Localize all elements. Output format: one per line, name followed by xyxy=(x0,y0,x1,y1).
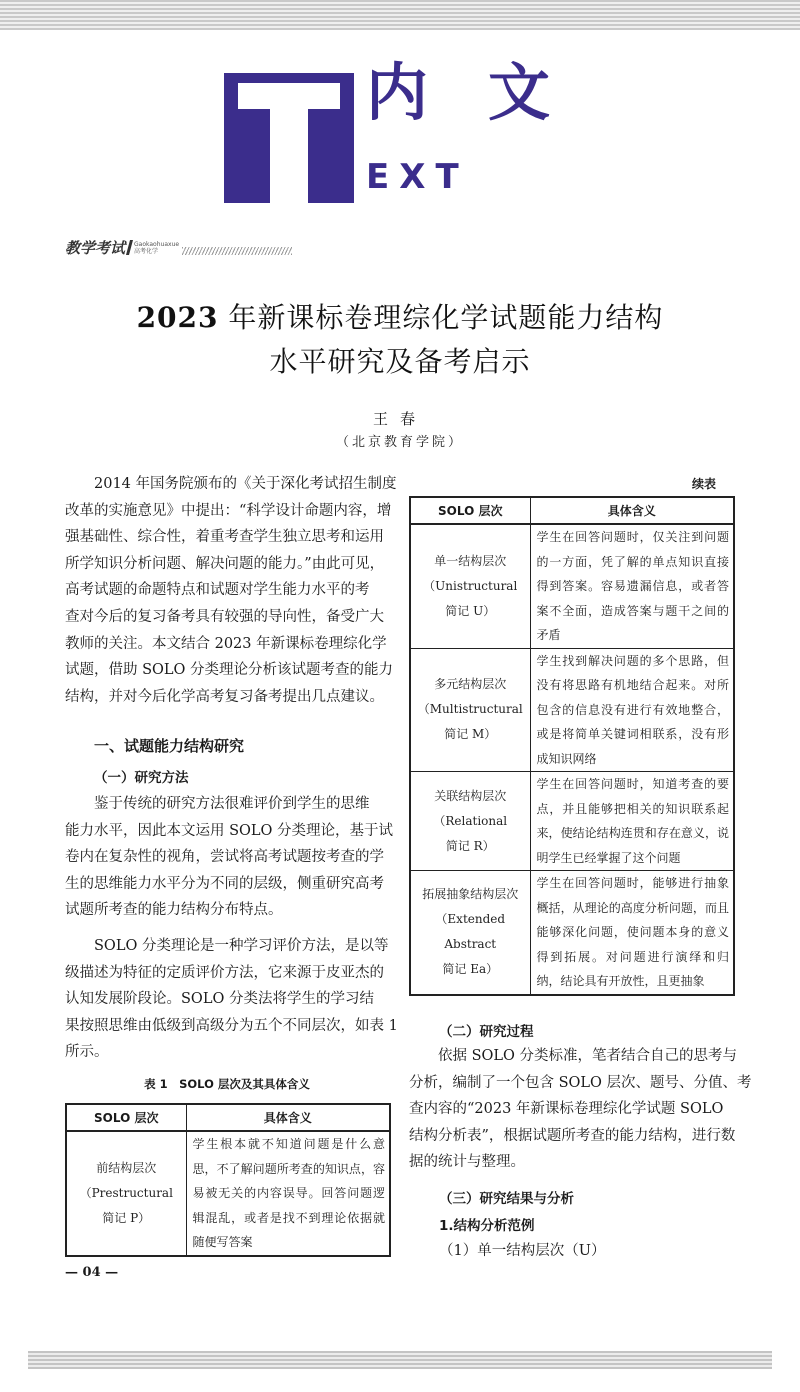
solo-line: 认知发展阶段论。SOLO 分类法将学生的学习结 xyxy=(65,991,374,1008)
level-english: （Relational xyxy=(433,813,508,828)
process-line: 结构分析表”，根据试题所考查的能力结构，进行数 xyxy=(409,1127,736,1144)
level-abbrev: 简记 P） xyxy=(102,1210,151,1225)
level-abbrev: 简记 R） xyxy=(445,838,495,853)
page-number: — 04 — xyxy=(65,1265,119,1280)
meaning-line: 随便写答案 xyxy=(192,1235,253,1249)
meaning-line: 学生在回答问题时，能够进行抽象 xyxy=(536,876,729,890)
logo-t-letter-stem xyxy=(270,83,308,203)
column-label-main: 教学考试 xyxy=(65,239,126,257)
level-name: 拓展抽象结构层次 xyxy=(422,887,519,902)
table-header-level: SOLO 层次 xyxy=(66,1104,186,1131)
meaning-cell xyxy=(530,871,734,995)
meaning-line: 得到答案。容易遗漏信息，或者答 xyxy=(536,579,729,593)
meaning-line: 纳，结论具有开放性，且更抽象 xyxy=(536,974,705,988)
level-cell xyxy=(410,871,530,995)
level-english: （Extended Abstract xyxy=(435,912,506,952)
solo-line: 所示。 xyxy=(65,1044,109,1061)
meaning-cell xyxy=(530,524,734,648)
bottom-decorative-bar xyxy=(28,1351,772,1369)
meaning-line: 思，不了解问题所考查的知识点，容 xyxy=(192,1161,385,1176)
meaning-line: 来，使结论结构连贯和存在意义，说 xyxy=(536,826,729,840)
table-header-meaning: 具体含义 xyxy=(530,497,734,524)
process-line: 据的统计与整理。 xyxy=(409,1154,525,1171)
column-label-sub-en: Gaokaohuaxue xyxy=(134,240,180,248)
subsection-heading-results: （三）研究结果与分析 xyxy=(439,1191,574,1207)
solo-paragraph xyxy=(65,933,398,1066)
table-header-level: SOLO 层次 xyxy=(410,497,530,524)
table-row xyxy=(410,772,734,871)
meaning-line: 易被无关的内容误导。回答问题逻 xyxy=(192,1186,385,1200)
level-name: 单一结构层次 xyxy=(434,553,507,568)
meaning-line: 案不全面，造成答案与题干之间的 xyxy=(536,603,729,618)
method-line: 鉴于传统的研究方法很难评价到学生的思维 xyxy=(94,796,370,812)
process-paragraph xyxy=(409,1043,752,1176)
method-line: 卷内在复杂性的视角，尝试将高考试题按考查的学 xyxy=(65,849,384,866)
table-continued-label: 续表 xyxy=(692,477,717,491)
process-line: 分析，编制了一个包含 SOLO 层次、题号、分值、考 xyxy=(409,1074,752,1091)
solo-table-part1 xyxy=(65,1103,391,1257)
level-english: （Prestructural xyxy=(79,1185,173,1200)
author-name: 王春 xyxy=(372,410,427,428)
meaning-line: 学生找到解决问题的多个思路，但 xyxy=(536,653,729,668)
top-decorative-bar xyxy=(0,0,800,30)
level-name: 多元结构层次 xyxy=(434,677,507,692)
solo-line: SOLO 分类理论是一种学习评价方法，是以等 xyxy=(94,938,389,954)
intro-line: 高考试题的命题特点和试题对学生能力水平的考 xyxy=(65,582,370,599)
intro-line: 改革的实施意见》中提出：“科学设计命题内容，增 xyxy=(65,502,392,519)
meaning-line: 没有将思路有机地结合起来。对所 xyxy=(536,678,729,692)
table-row xyxy=(410,871,734,995)
solo-table-part2 xyxy=(409,496,735,996)
level-abbrev: 简记 Ea） xyxy=(442,962,499,977)
column-label-sub xyxy=(134,241,179,255)
intro-line: 查对今后的复习备考具有较强的导向性，备受广大 xyxy=(65,608,384,625)
meaning-line: 或是将简单关键词相联系，没有形 xyxy=(536,727,729,741)
intro-line: 试题，借助 SOLO 分类理论分析该试题考查的能力 xyxy=(65,662,394,679)
intro-line: 2014 年国务院颁布的《关于深化考试招生制度 xyxy=(94,476,397,492)
meaning-cell xyxy=(186,1131,390,1256)
process-line: 查内容的“2023 年新课标卷理综化学试题 SOLO xyxy=(409,1101,724,1118)
section-heading-1: 一、试题能力结构研究 xyxy=(94,737,245,755)
level-cell xyxy=(410,648,530,772)
meaning-line: 明学生已经掌握了这个问题 xyxy=(536,850,681,865)
article-title-line2: 水平研究及备考启示 xyxy=(269,345,531,378)
meaning-line: 包含的信息没有进行有效地整合， xyxy=(536,702,729,717)
meaning-line: 矛盾 xyxy=(536,628,561,642)
logo-char-wen: 文 xyxy=(488,56,551,129)
table-header-meaning: 具体含义 xyxy=(186,1104,390,1131)
logo-char-nei: 内 xyxy=(366,56,429,129)
logo-text-ext: EXT xyxy=(366,157,469,197)
level-cell xyxy=(410,524,530,648)
table-row xyxy=(410,648,734,772)
intro-line: 强基础性、综合性，着重考查学生独立思考和运用 xyxy=(65,529,384,546)
meaning-line: 点，并且能够把相关的知识联系起 xyxy=(536,801,729,816)
intro-line: 所学知识分析问题、解决问题的能力。”由此可见， xyxy=(65,555,385,572)
meaning-line: 辑混乱，或者是找不到理论依据就 xyxy=(192,1210,385,1225)
meaning-cell xyxy=(530,648,734,772)
meaning-line: 成知识网络 xyxy=(536,751,597,766)
author-affiliation: （北京教育学院） xyxy=(335,435,464,450)
solo-line: 果按照思维由低级到高级分为五个不同层次，如表 1 xyxy=(65,1017,398,1034)
level-cell xyxy=(410,772,530,871)
level-english: （Unistructural xyxy=(423,578,518,593)
meaning-line: 学生在回答问题时，知道考查的要 xyxy=(536,777,729,791)
level-cell xyxy=(66,1131,186,1256)
table-caption: 表 1 SOLO 层次及其具体含义 xyxy=(144,1077,310,1091)
unistructural-heading xyxy=(439,1238,739,1265)
method-line: 能力水平，因此本文运用 SOLO 分类理论，基于试 xyxy=(65,822,394,839)
level-abbrev: 简记 M） xyxy=(444,727,497,742)
solo-line: 级描述为特征的定质评价方法，它来源于皮亚杰的 xyxy=(65,964,384,981)
column-label-divider xyxy=(126,240,133,255)
table-row xyxy=(410,524,734,648)
meaning-line: 学生在回答问题时，仅关注到问题 xyxy=(536,530,729,544)
subsection-heading-method: （一）研究方法 xyxy=(94,770,189,786)
meaning-line: 的一方面，凭了解的单点知识直接 xyxy=(536,554,729,569)
method-line: 生的思维能力水平分为不同的层级，侧重研究高考 xyxy=(65,875,384,892)
column-label-hatch xyxy=(182,247,292,255)
meaning-line: 得到拓展。对问题进行演绎和归 xyxy=(536,949,729,964)
table-row xyxy=(66,1131,390,1256)
level-english: （Multistructural xyxy=(417,702,523,717)
intro-paragraph xyxy=(65,471,397,710)
article-title-line1 xyxy=(0,296,800,336)
title-year: 2023 xyxy=(136,301,219,334)
meaning-cell xyxy=(530,772,734,871)
method-paragraph xyxy=(65,791,394,924)
column-label xyxy=(65,237,292,258)
column-label-sub-cn: 高考化学 xyxy=(134,247,159,255)
process-line: 依据 SOLO 分类标准，笔者结合自己的思考与 xyxy=(438,1048,738,1064)
subsubsection-heading-examples: 1.结构分析范例 xyxy=(439,1218,535,1234)
subsection-heading-process: （二）研究过程 xyxy=(439,1024,534,1040)
intro-line: 结构，并对今后化学高考复习备考提出几点建议。 xyxy=(65,688,384,705)
method-line: 试题所考查的能力结构分布特点。 xyxy=(65,902,283,919)
meaning-line: 能够深化问题，使问题本身的意义 xyxy=(536,925,729,939)
unistructural-line: （1）单一结构层次（U） xyxy=(439,1243,606,1259)
meaning-line: 学生根本就不知道问题是什么意 xyxy=(192,1137,385,1151)
level-abbrev: 简记 U） xyxy=(445,603,496,618)
meaning-line: 概括，从理论的高度分析问题，而且 xyxy=(536,900,729,915)
level-name: 关联结构层次 xyxy=(434,788,507,803)
title-line1-text: 年新课标卷理综化学试题能力结构 xyxy=(218,301,664,334)
level-name: 前结构层次 xyxy=(96,1160,157,1175)
intro-line: 教师的关注。本文结合 2023 年新课标卷理综化学 xyxy=(65,635,387,652)
